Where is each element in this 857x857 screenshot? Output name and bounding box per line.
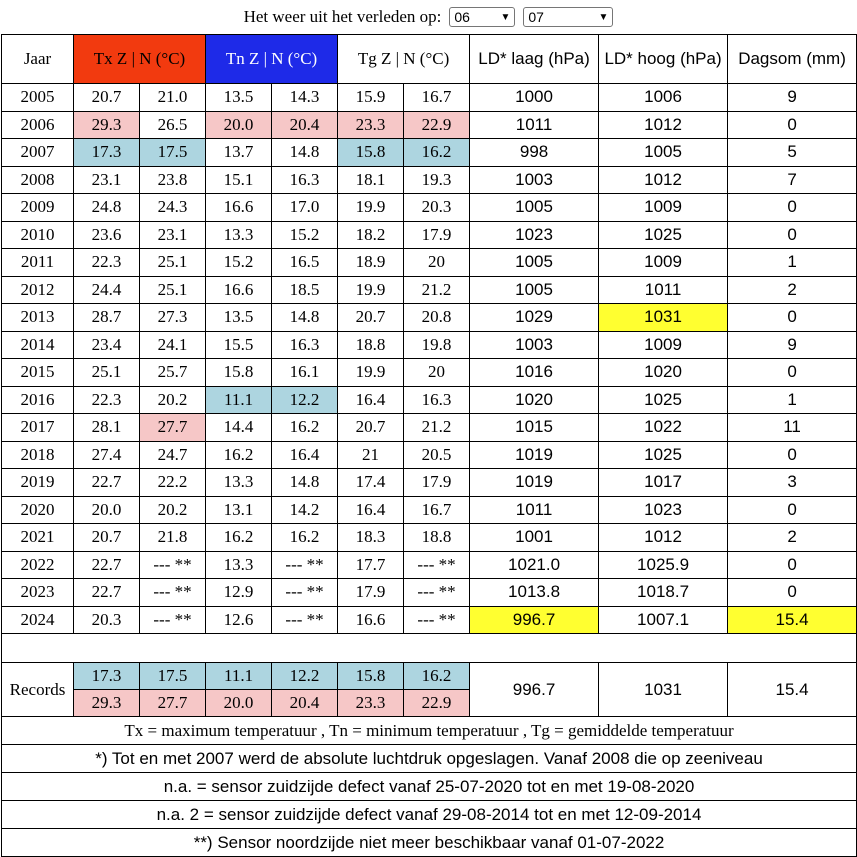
table-row [2, 386, 857, 414]
cell-tn-z: 13.3 [206, 221, 272, 249]
cell-ld-laag: 1021.0 [470, 551, 599, 579]
cell-year: 2014 [2, 331, 74, 359]
cell-tn-z: 15.1 [206, 166, 272, 194]
footnote: n.a. = sensor zuidzijde defect vanaf 25-07-2020 tot en met 19-08-2020 [2, 773, 857, 801]
cell-tn-n: 18.5 [272, 276, 338, 304]
spacer-row [2, 634, 857, 663]
cell-ld-hoog: 1011 [599, 276, 728, 304]
footnote: **) Sensor noordzijde niet meer beschikbaar vanaf 01-07-2022 [2, 829, 857, 857]
record-high-cell: 20.0 [206, 690, 272, 717]
cell-tx-n: 24.7 [140, 441, 206, 469]
cell-ld-laag: 1011 [470, 496, 599, 524]
cell-tn-n: 16.3 [272, 166, 338, 194]
cell-tx-n: 24.3 [140, 194, 206, 222]
cell-tg-n: 16.2 [404, 139, 470, 167]
table-row [2, 524, 857, 552]
cell-ld-laag: 1015 [470, 414, 599, 442]
header-row [2, 35, 857, 84]
cell-tn-n: 12.2 [272, 386, 338, 414]
cell-tn-n: 14.8 [272, 139, 338, 167]
cell-year: 2021 [2, 524, 74, 552]
cell-ld-hoog: 1005 [599, 139, 728, 167]
cell-ld-hoog: 1031 [599, 304, 728, 332]
record-low-cell: 16.2 [404, 663, 470, 690]
cell-dagsom: 0 [728, 551, 857, 579]
cell-tg-z: 15.8 [338, 139, 404, 167]
cell-tg-n: 20 [404, 249, 470, 277]
cell-tg-n: --- ** [404, 606, 470, 634]
cell-ld-hoog: 1025 [599, 386, 728, 414]
cell-dagsom: 0 [728, 359, 857, 387]
cell-tg-z: 17.4 [338, 469, 404, 497]
cell-ld-hoog: 1023 [599, 496, 728, 524]
table-row [2, 84, 857, 112]
records-label: Records [2, 663, 74, 717]
cell-tx-n: --- ** [140, 579, 206, 607]
cell-year: 2018 [2, 441, 74, 469]
cell-tx-z: 23.1 [74, 166, 140, 194]
cell-tx-n: 27.3 [140, 304, 206, 332]
cell-tx-n: 23.8 [140, 166, 206, 194]
record-high-cell: 29.3 [74, 690, 140, 717]
cell-tg-z: 19.9 [338, 194, 404, 222]
cell-dagsom: 0 [728, 221, 857, 249]
header-ld-laag: LD* laag (hPa) [470, 35, 599, 84]
cell-tx-z: 28.7 [74, 304, 140, 332]
cell-tx-n: --- ** [140, 606, 206, 634]
cell-tn-n: 14.2 [272, 496, 338, 524]
date-selector-label: Het weer uit het verleden op: [243, 7, 442, 26]
cell-ld-hoog: 1020 [599, 359, 728, 387]
cell-tx-n: --- ** [140, 551, 206, 579]
cell-tx-z: 22.3 [74, 386, 140, 414]
cell-tx-n: 22.2 [140, 469, 206, 497]
table-row [2, 249, 857, 277]
cell-tg-n: 16.7 [404, 496, 470, 524]
cell-tg-z: 15.9 [338, 84, 404, 112]
day-select[interactable] [523, 7, 613, 27]
cell-tx-z: 17.3 [74, 139, 140, 167]
record-high-cell: 27.7 [140, 690, 206, 717]
cell-tx-z: 22.3 [74, 249, 140, 277]
cell-tn-n: 15.2 [272, 221, 338, 249]
cell-tg-z: 18.2 [338, 221, 404, 249]
cell-year: 2024 [2, 606, 74, 634]
cell-tx-n: 25.1 [140, 249, 206, 277]
table-row [2, 496, 857, 524]
cell-tg-n: 21.2 [404, 276, 470, 304]
cell-tg-z: 18.3 [338, 524, 404, 552]
record-ld-laag: 996.7 [470, 663, 599, 717]
cell-tx-z: 20.7 [74, 84, 140, 112]
cell-tx-z: 20.3 [74, 606, 140, 634]
cell-dagsom: 7 [728, 166, 857, 194]
cell-tn-n: --- ** [272, 606, 338, 634]
header-tg: Tg Z | N (°C) [338, 35, 470, 84]
cell-tn-n: 16.5 [272, 249, 338, 277]
cell-ld-laag: 1005 [470, 276, 599, 304]
cell-tg-z: 18.1 [338, 166, 404, 194]
cell-dagsom: 0 [728, 579, 857, 607]
cell-ld-laag: 998 [470, 139, 599, 167]
cell-tg-n: 16.3 [404, 386, 470, 414]
cell-tx-z: 20.7 [74, 524, 140, 552]
cell-year: 2009 [2, 194, 74, 222]
cell-year: 2012 [2, 276, 74, 304]
cell-ld-laag: 1023 [470, 221, 599, 249]
cell-tx-z: 22.7 [74, 551, 140, 579]
cell-dagsom: 0 [728, 194, 857, 222]
day-select-value: 07 [528, 9, 544, 25]
cell-tn-n: 17.0 [272, 194, 338, 222]
record-low-cell: 11.1 [206, 663, 272, 690]
cell-tg-z: 20.7 [338, 414, 404, 442]
cell-tx-z: 24.8 [74, 194, 140, 222]
header-tn: Tn Z | N (°C) [206, 35, 338, 84]
record-ld-hoog: 1031 [599, 663, 728, 717]
cell-dagsom: 1 [728, 249, 857, 277]
cell-tx-n: 27.7 [140, 414, 206, 442]
chevron-down-icon: ▼ [500, 11, 511, 23]
cell-tn-n: 14.8 [272, 469, 338, 497]
cell-tn-z: 13.5 [206, 84, 272, 112]
cell-year: 2022 [2, 551, 74, 579]
table-row [2, 276, 857, 304]
month-select[interactable] [449, 7, 515, 27]
cell-year: 2008 [2, 166, 74, 194]
table-row [2, 579, 857, 607]
cell-tg-z: 16.6 [338, 606, 404, 634]
cell-tn-n: 16.3 [272, 331, 338, 359]
cell-tx-n: 21.8 [140, 524, 206, 552]
cell-tx-z: 25.1 [74, 359, 140, 387]
cell-tx-z: 22.7 [74, 469, 140, 497]
footnote-row [2, 801, 857, 829]
cell-dagsom: 2 [728, 524, 857, 552]
cell-tn-z: 13.7 [206, 139, 272, 167]
cell-year: 2023 [2, 579, 74, 607]
footnote: Tx = maximum temperatuur , Tn = minimum temperatuur , Tg = gemiddelde temperatuur [2, 717, 857, 745]
cell-tx-n: 20.2 [140, 386, 206, 414]
cell-tg-z: 17.9 [338, 579, 404, 607]
cell-tn-n: 16.4 [272, 441, 338, 469]
header-ld-hoog: LD* hoog (hPa) [599, 35, 728, 84]
cell-ld-laag: 1003 [470, 166, 599, 194]
cell-tg-n: --- ** [404, 579, 470, 607]
record-high-cell: 20.4 [272, 690, 338, 717]
record-high-cell: 23.3 [338, 690, 404, 717]
cell-tn-z: 16.6 [206, 276, 272, 304]
cell-ld-hoog: 1018.7 [599, 579, 728, 607]
cell-ld-hoog: 1025 [599, 441, 728, 469]
cell-dagsom: 2 [728, 276, 857, 304]
month-select-value: 06 [454, 9, 470, 25]
cell-tn-n: 14.3 [272, 84, 338, 112]
cell-tn-z: 13.3 [206, 551, 272, 579]
cell-ld-hoog: 1012 [599, 111, 728, 139]
cell-tx-n: 24.1 [140, 331, 206, 359]
cell-tn-z: 14.4 [206, 414, 272, 442]
cell-tx-n: 21.0 [140, 84, 206, 112]
cell-tg-n: 17.9 [404, 221, 470, 249]
cell-ld-hoog: 1025 [599, 221, 728, 249]
cell-year: 2011 [2, 249, 74, 277]
cell-tx-n: 17.5 [140, 139, 206, 167]
cell-tx-n: 23.1 [140, 221, 206, 249]
cell-ld-laag: 1013.8 [470, 579, 599, 607]
cell-tg-n: 21.2 [404, 414, 470, 442]
cell-tg-n: 17.9 [404, 469, 470, 497]
cell-tn-n: 20.4 [272, 111, 338, 139]
cell-tg-z: 16.4 [338, 386, 404, 414]
cell-tg-z: 17.7 [338, 551, 404, 579]
cell-tg-z: 19.9 [338, 276, 404, 304]
cell-ld-laag: 1001 [470, 524, 599, 552]
table-row [2, 139, 857, 167]
cell-dagsom: 11 [728, 414, 857, 442]
cell-year: 2015 [2, 359, 74, 387]
cell-ld-laag: 1003 [470, 331, 599, 359]
cell-tx-n: 25.1 [140, 276, 206, 304]
cell-tg-z: 20.7 [338, 304, 404, 332]
cell-tx-n: 25.7 [140, 359, 206, 387]
cell-ld-laag: 1005 [470, 194, 599, 222]
cell-tg-z: 23.3 [338, 111, 404, 139]
cell-tn-z: 13.5 [206, 304, 272, 332]
cell-tg-z: 19.9 [338, 359, 404, 387]
cell-tg-n: 18.8 [404, 524, 470, 552]
table-row [2, 441, 857, 469]
cell-dagsom: 0 [728, 496, 857, 524]
cell-dagsom: 9 [728, 84, 857, 112]
weather-history-table [1, 34, 857, 857]
cell-dagsom: 3 [728, 469, 857, 497]
cell-tx-z: 29.3 [74, 111, 140, 139]
footnote: n.a. 2 = sensor zuidzijde defect vanaf 29-08-2014 tot en met 12-09-2014 [2, 801, 857, 829]
cell-year: 2013 [2, 304, 74, 332]
cell-ld-hoog: 1022 [599, 414, 728, 442]
footnote: *) Tot en met 2007 werd de absolute luchtdruk opgeslagen. Vanaf 2008 die op zeeniveau [2, 745, 857, 773]
cell-tg-z: 18.9 [338, 249, 404, 277]
cell-tg-n: 20.8 [404, 304, 470, 332]
cell-tn-z: 16.6 [206, 194, 272, 222]
record-low-cell: 17.3 [74, 663, 140, 690]
cell-ld-hoog: 1007.1 [599, 606, 728, 634]
table-row [2, 166, 857, 194]
cell-ld-laag: 1011 [470, 111, 599, 139]
cell-tn-n: 16.2 [272, 524, 338, 552]
cell-year: 2019 [2, 469, 74, 497]
cell-tx-z: 23.6 [74, 221, 140, 249]
cell-tg-n: 20.3 [404, 194, 470, 222]
cell-tn-z: 20.0 [206, 111, 272, 139]
footnote-row [2, 829, 857, 857]
cell-tn-n: --- ** [272, 551, 338, 579]
record-low-cell: 15.8 [338, 663, 404, 690]
cell-tn-z: 12.6 [206, 606, 272, 634]
cell-tx-z: 20.0 [74, 496, 140, 524]
cell-dagsom: 0 [728, 111, 857, 139]
cell-tg-z: 21 [338, 441, 404, 469]
footnote-row [2, 717, 857, 745]
cell-ld-laag: 1020 [470, 386, 599, 414]
table-row [2, 359, 857, 387]
cell-ld-hoog: 1017 [599, 469, 728, 497]
cell-tx-z: 23.4 [74, 331, 140, 359]
record-high-cell: 22.9 [404, 690, 470, 717]
cell-tg-n: 19.8 [404, 331, 470, 359]
chevron-down-icon: ▼ [598, 11, 609, 23]
cell-tx-z: 24.4 [74, 276, 140, 304]
cell-ld-laag: 996.7 [470, 606, 599, 634]
table-row [2, 331, 857, 359]
record-dagsom: 15.4 [728, 663, 857, 717]
cell-tg-n: --- ** [404, 551, 470, 579]
cell-tn-z: 16.2 [206, 524, 272, 552]
cell-dagsom: 15.4 [728, 606, 857, 634]
cell-tn-n: 16.1 [272, 359, 338, 387]
cell-tn-z: 16.2 [206, 441, 272, 469]
cell-tn-z: 15.5 [206, 331, 272, 359]
cell-tn-z: 13.1 [206, 496, 272, 524]
cell-ld-laag: 1019 [470, 441, 599, 469]
cell-tn-n: 16.2 [272, 414, 338, 442]
cell-ld-hoog: 1009 [599, 249, 728, 277]
cell-dagsom: 9 [728, 331, 857, 359]
table-row [2, 414, 857, 442]
header-jaar: Jaar [2, 35, 74, 84]
cell-tn-z: 12.9 [206, 579, 272, 607]
cell-tg-z: 18.8 [338, 331, 404, 359]
cell-tn-z: 11.1 [206, 386, 272, 414]
cell-dagsom: 1 [728, 386, 857, 414]
cell-tg-n: 22.9 [404, 111, 470, 139]
cell-ld-hoog: 1025.9 [599, 551, 728, 579]
cell-year: 2017 [2, 414, 74, 442]
table-row [2, 469, 857, 497]
cell-ld-hoog: 1012 [599, 524, 728, 552]
cell-ld-laag: 1029 [470, 304, 599, 332]
cell-year: 2006 [2, 111, 74, 139]
cell-tn-n: 14.8 [272, 304, 338, 332]
cell-tx-n: 20.2 [140, 496, 206, 524]
cell-tn-z: 15.2 [206, 249, 272, 277]
cell-year: 2007 [2, 139, 74, 167]
cell-tx-z: 28.1 [74, 414, 140, 442]
cell-ld-hoog: 1009 [599, 194, 728, 222]
date-selector-bar [0, 0, 857, 34]
cell-year: 2016 [2, 386, 74, 414]
cell-ld-laag: 1016 [470, 359, 599, 387]
table-row [2, 194, 857, 222]
cell-year: 2020 [2, 496, 74, 524]
cell-tg-n: 20.5 [404, 441, 470, 469]
table-row [2, 304, 857, 332]
cell-year: 2010 [2, 221, 74, 249]
cell-ld-laag: 1019 [470, 469, 599, 497]
table-row [2, 551, 857, 579]
cell-tx-z: 22.7 [74, 579, 140, 607]
cell-ld-laag: 1000 [470, 84, 599, 112]
table-row [2, 606, 857, 634]
cell-tx-n: 26.5 [140, 111, 206, 139]
cell-tn-n: --- ** [272, 579, 338, 607]
cell-dagsom: 0 [728, 304, 857, 332]
header-tx: Tx Z | N (°C) [74, 35, 206, 84]
header-dagsom: Dagsom (mm) [728, 35, 857, 84]
footnote-row [2, 745, 857, 773]
table-row [2, 221, 857, 249]
table-row [2, 111, 857, 139]
cell-dagsom: 0 [728, 441, 857, 469]
record-low-cell: 12.2 [272, 663, 338, 690]
record-low-cell: 17.5 [140, 663, 206, 690]
cell-ld-laag: 1005 [470, 249, 599, 277]
cell-tn-z: 13.3 [206, 469, 272, 497]
cell-ld-hoog: 1012 [599, 166, 728, 194]
cell-year: 2005 [2, 84, 74, 112]
cell-tx-z: 27.4 [74, 441, 140, 469]
cell-ld-hoog: 1009 [599, 331, 728, 359]
cell-ld-hoog: 1006 [599, 84, 728, 112]
footnote-row [2, 773, 857, 801]
cell-tg-z: 16.4 [338, 496, 404, 524]
cell-dagsom: 5 [728, 139, 857, 167]
cell-tg-n: 20 [404, 359, 470, 387]
cell-tn-z: 15.8 [206, 359, 272, 387]
records-row-low [2, 663, 857, 690]
cell-tg-n: 16.7 [404, 84, 470, 112]
data-rows [2, 84, 857, 634]
cell-tg-n: 19.3 [404, 166, 470, 194]
